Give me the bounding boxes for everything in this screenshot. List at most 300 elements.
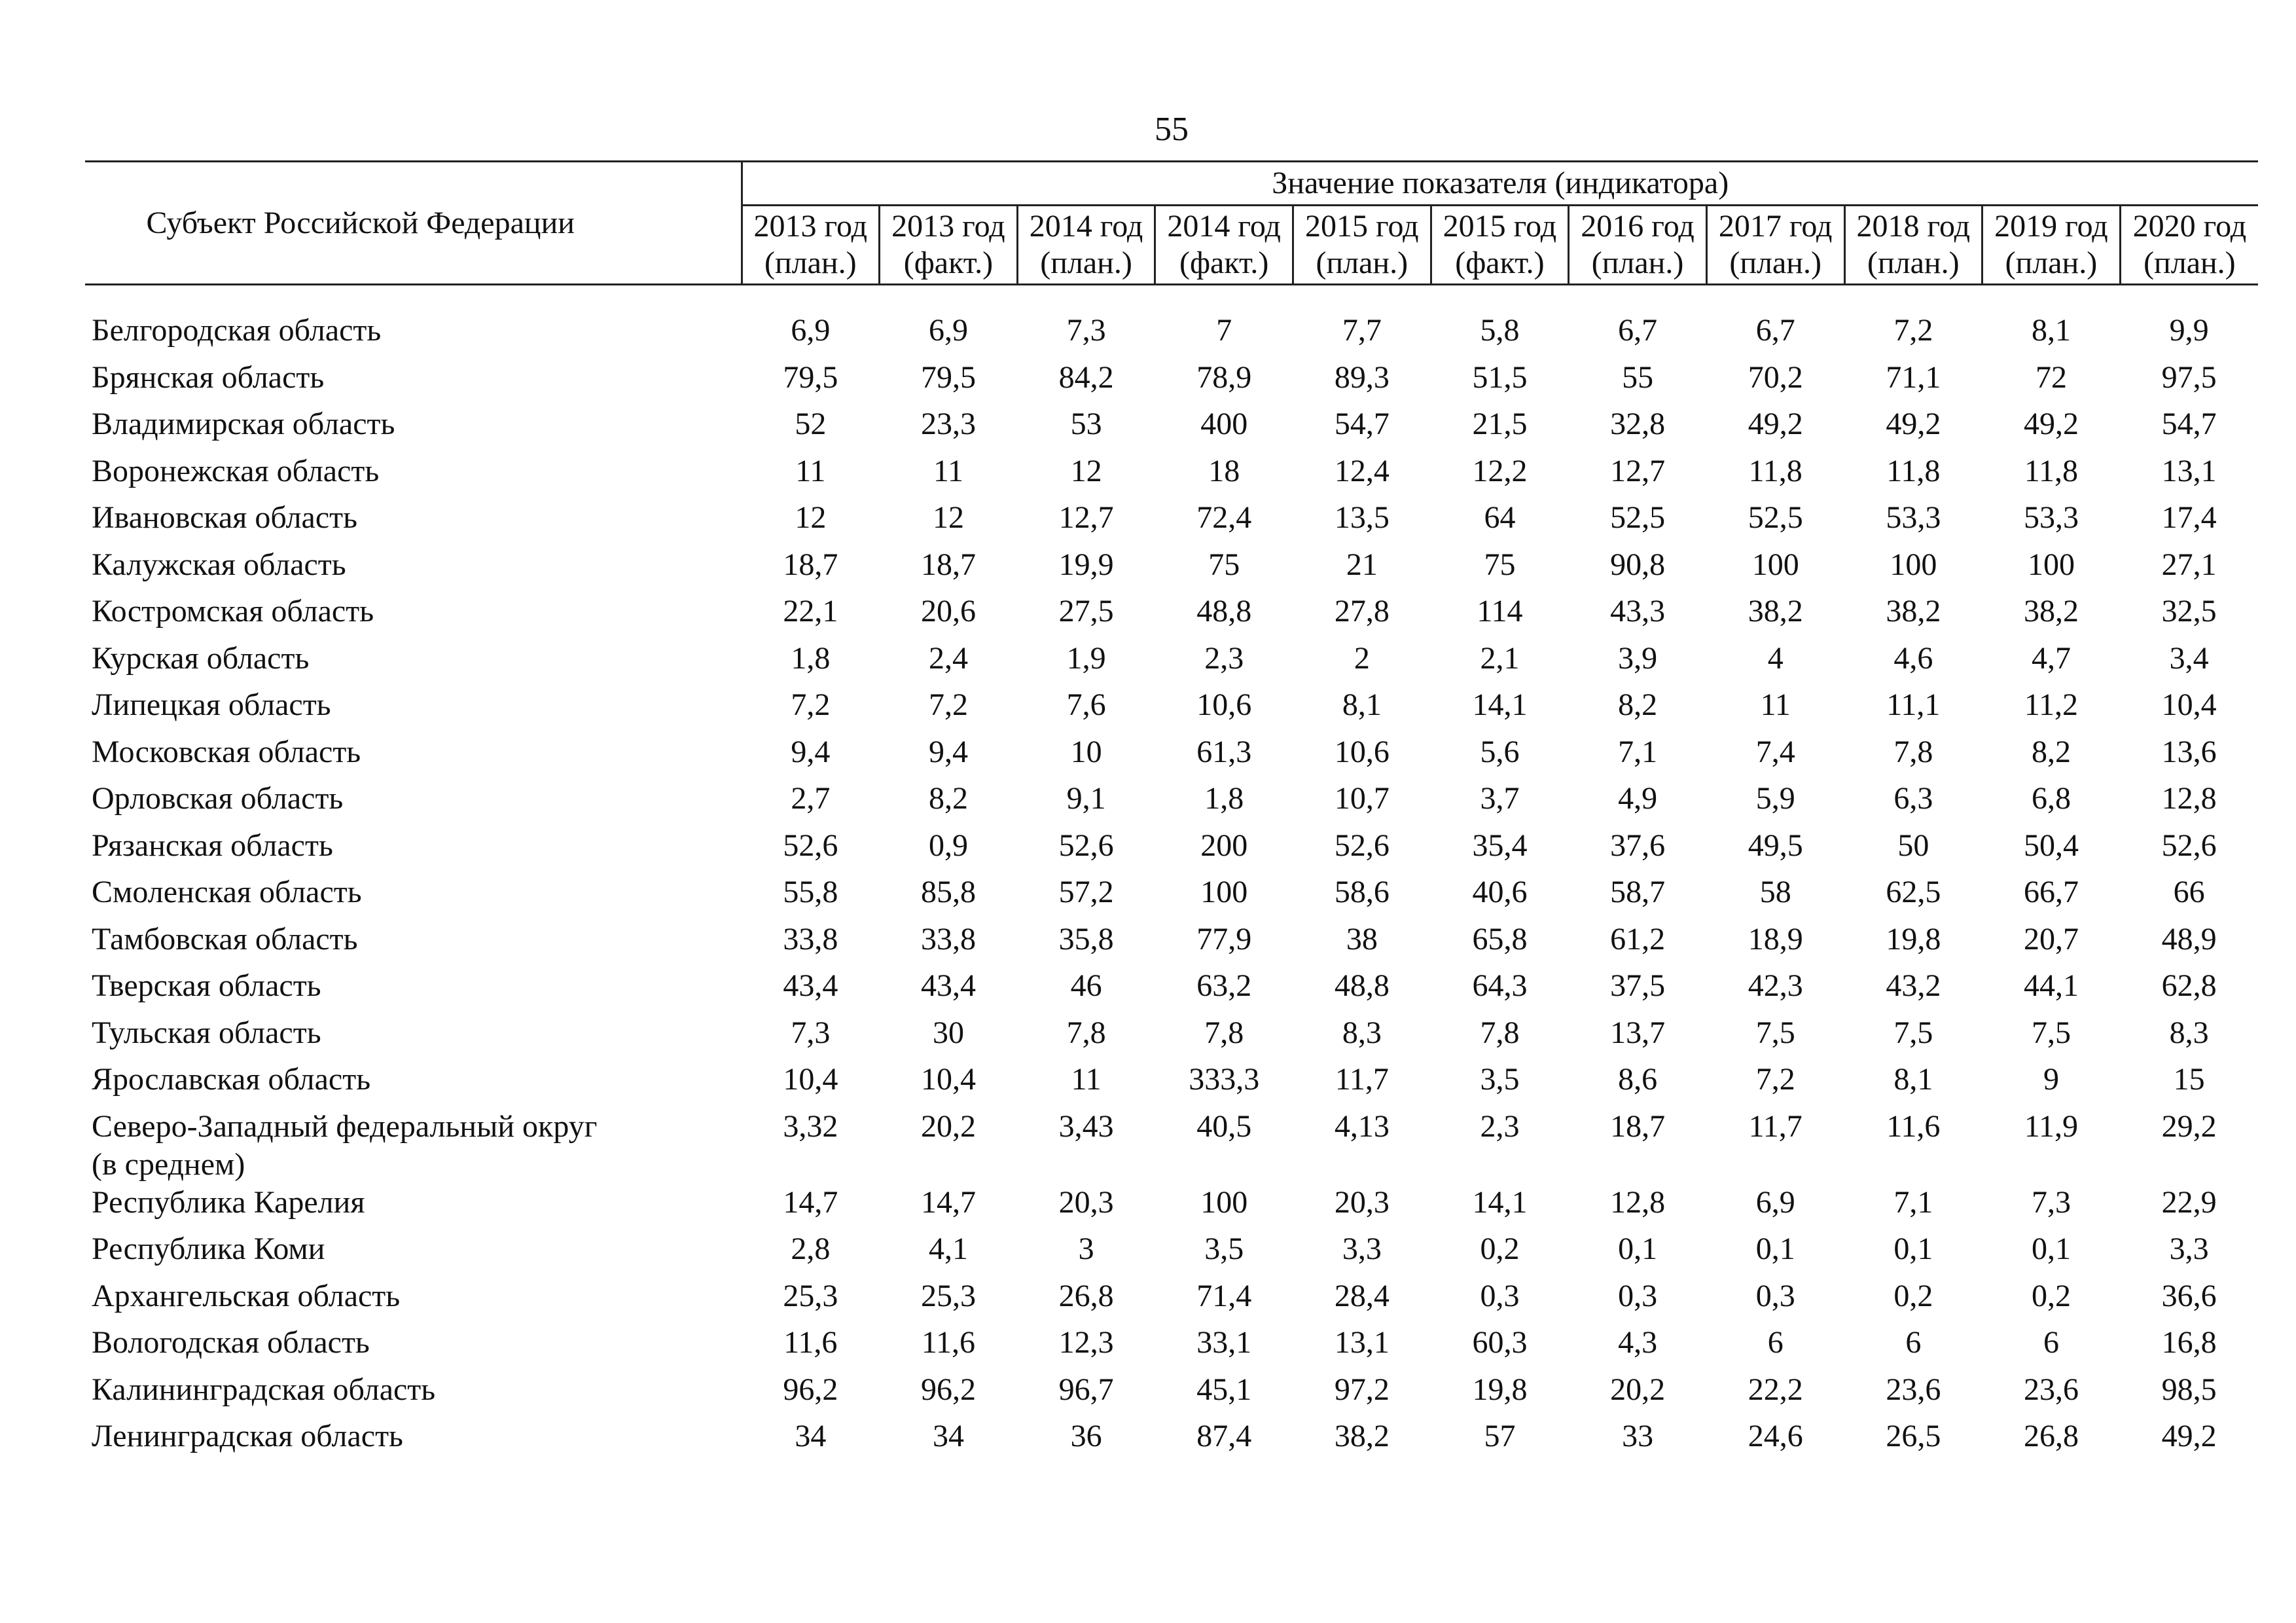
value-cell: 3,3	[2169, 1231, 2209, 1266]
value-cell: 84,2	[1058, 359, 1114, 395]
value-cell: 7	[1216, 313, 1232, 348]
value-cell: 62,8	[2161, 968, 2217, 1003]
value-cell: 89,3	[1334, 359, 1390, 395]
year-column-header	[1293, 206, 1431, 285]
value-cell: 77,9	[1196, 921, 1252, 957]
value-cell: 33,8	[783, 921, 838, 957]
value-cell: 14,1	[1472, 1184, 1528, 1220]
value-cell: 6,9	[791, 313, 831, 348]
value-cell: 0,2	[1480, 1231, 1520, 1266]
subject-cell	[85, 1417, 742, 1465]
value-cell: 7,5	[2031, 1015, 2071, 1050]
value-cell: 37,5	[1610, 968, 1666, 1003]
value-cell: 100	[1751, 547, 1799, 582]
year-column-header	[1155, 206, 1293, 285]
table-row	[85, 780, 2258, 827]
value-cell: 3	[1078, 1231, 1094, 1266]
value-cell: 61,3	[1196, 734, 1252, 769]
column-year-label: 2015 год	[1305, 209, 1419, 244]
subject-name: Вологодская область	[92, 1325, 370, 1360]
value-cell: 11	[933, 453, 964, 488]
value-cell: 87,4	[1196, 1419, 1252, 1453]
value-cell: 34	[795, 1419, 827, 1453]
value-cell: 60,3	[1472, 1325, 1528, 1360]
value-cell: 11	[795, 453, 826, 488]
value-cell: 1,8	[1204, 781, 1244, 816]
value-cell: 12	[795, 500, 827, 535]
value-cell: 20,3	[1058, 1184, 1114, 1220]
subject-cell	[85, 1277, 742, 1324]
value-cell: 6,9	[1755, 1184, 1795, 1220]
value-cell: 66,7	[2023, 875, 2079, 909]
value-cell: 42,3	[1748, 968, 1803, 1003]
value-cell: 8,2	[2031, 734, 2071, 769]
value-cell: 10,7	[1334, 781, 1390, 816]
column-kind-label: (план.)	[1867, 246, 1960, 280]
value-cell: 3,3	[1342, 1231, 1382, 1266]
value-cell: 43,4	[783, 968, 838, 1003]
value-cell: 10,6	[1196, 687, 1252, 722]
value-cell: 19,8	[1886, 921, 1941, 957]
value-cell: 6	[2043, 1325, 2059, 1360]
value-cell: 6,3	[1893, 781, 1933, 816]
value-cell: 13,5	[1334, 500, 1390, 535]
value-cell: 7,4	[1755, 734, 1795, 769]
subject-cell	[85, 780, 742, 827]
value-cell: 43,4	[920, 968, 976, 1003]
value-cell: 11	[1071, 1062, 1102, 1097]
value-cell: 38,2	[2023, 594, 2079, 629]
value-cell: 18,7	[1610, 1108, 1666, 1144]
value-cell: 52,6	[2161, 828, 2217, 863]
value-cell: 79,5	[783, 359, 838, 395]
value-cell: 7,3	[791, 1015, 831, 1050]
value-cell: 0,9	[928, 828, 968, 863]
value-cell: 33,1	[1196, 1325, 1252, 1360]
year-column-header	[1982, 206, 2121, 285]
value-cell: 22,1	[783, 594, 838, 629]
subject-name: Республика Карелия	[92, 1184, 365, 1220]
value-cell: 10,4	[783, 1062, 838, 1097]
value-cell: 71,1	[1886, 359, 1941, 395]
value-cell: 35,8	[1058, 921, 1114, 957]
value-cell: 52	[795, 407, 827, 441]
value-cell: 25,3	[783, 1278, 838, 1313]
value-cell: 33,8	[920, 921, 976, 957]
subject-cell	[85, 921, 742, 968]
value-cell: 4	[1767, 640, 1784, 676]
value-cell: 16,8	[2161, 1325, 2217, 1360]
value-cell: 72,4	[1196, 500, 1252, 535]
value-cell: 45,1	[1196, 1372, 1252, 1407]
value-cell: 6,8	[2031, 781, 2071, 816]
subject-name: Архангельская область	[92, 1278, 401, 1313]
value-cell: 21	[1346, 547, 1378, 582]
value-cell: 21,5	[1472, 407, 1528, 441]
subject-cell	[85, 1014, 742, 1061]
value-cell: 14,7	[783, 1184, 838, 1220]
value-cell: 55	[1622, 359, 1654, 395]
column-kind-label: (факт.)	[903, 246, 994, 280]
value-cell: 52,5	[1748, 500, 1803, 535]
value-cell: 8,2	[1618, 687, 1658, 722]
value-cell: 7,8	[1480, 1015, 1520, 1050]
value-cell: 8,6	[1618, 1062, 1658, 1097]
column-year-label: 2013 год	[753, 209, 868, 244]
table-row	[85, 640, 2258, 687]
value-cell: 51,5	[1472, 359, 1528, 395]
value-cell: 7,2	[1893, 313, 1933, 348]
value-cell: 8,3	[1342, 1015, 1382, 1050]
value-cell: 27,5	[1058, 594, 1114, 629]
column-year-label: 2016 год	[1581, 209, 1695, 244]
value-cell: 9,1	[1066, 781, 1106, 816]
year-column-header	[1706, 206, 1844, 285]
value-cell: 32,5	[2161, 594, 2217, 629]
value-cell: 8,2	[928, 781, 968, 816]
value-cell: 12,3	[1058, 1325, 1114, 1360]
column-kind-label: (план.)	[1729, 246, 1821, 280]
value-cell: 14,1	[1472, 687, 1528, 722]
value-cell: 3,5	[1480, 1062, 1520, 1097]
subject-cell	[85, 967, 742, 1014]
value-cell: 333,3	[1189, 1062, 1260, 1097]
value-cell: 13,1	[1334, 1325, 1390, 1360]
indicator-group-header: Значение показателя (индикатора)	[742, 162, 2258, 206]
value-cell: 8,1	[1342, 687, 1382, 722]
value-cell: 54,7	[2161, 407, 2217, 441]
value-cell: 23,6	[2023, 1372, 2079, 1407]
column-year-label: 2020 год	[2132, 209, 2247, 244]
value-cell: 100	[1200, 1184, 1248, 1220]
value-cell: 11,9	[2024, 1108, 2079, 1144]
value-cell: 58,6	[1334, 875, 1390, 909]
table-row	[85, 921, 2258, 968]
value-cell: 0,1	[2031, 1231, 2071, 1266]
value-cell: 62,5	[1886, 875, 1941, 909]
value-cell: 18	[1208, 453, 1240, 488]
value-cell: 43,2	[1886, 968, 1941, 1003]
value-cell: 15	[2173, 1062, 2205, 1097]
value-cell: 10,4	[920, 1062, 976, 1097]
value-cell: 11,6	[921, 1325, 976, 1360]
subject-cell	[85, 1371, 742, 1418]
value-cell: 53,3	[2023, 500, 2079, 535]
value-cell: 3,5	[1204, 1231, 1244, 1266]
subject-cell	[85, 546, 742, 593]
value-cell: 9	[2043, 1062, 2059, 1097]
value-cell: 22,2	[1748, 1372, 1803, 1407]
value-cell: 23,6	[1886, 1372, 1941, 1407]
value-cell: 50,4	[2023, 828, 2079, 863]
table-row	[85, 546, 2258, 593]
value-cell: 96,2	[920, 1372, 976, 1407]
subject-cell	[85, 1108, 742, 1184]
subject-name: Костромская область	[92, 594, 374, 629]
subject-cell	[85, 873, 742, 921]
value-cell: 6	[1767, 1325, 1784, 1360]
value-cell: 11,1	[1886, 687, 1941, 722]
subject-name: Смоленская область	[92, 875, 362, 909]
column-kind-label: (факт.)	[1179, 246, 1269, 280]
value-cell: 3,32	[783, 1108, 838, 1144]
value-cell: 20,2	[1610, 1372, 1666, 1407]
value-cell: 38,2	[1748, 594, 1803, 629]
value-cell: 7,3	[2031, 1184, 2071, 1220]
subject-cell	[85, 733, 742, 780]
subject-cell	[85, 405, 742, 452]
subject-cell	[85, 640, 742, 687]
value-cell: 11,6	[783, 1325, 838, 1360]
value-cell: 2,3	[1204, 640, 1244, 676]
indicator-table	[85, 160, 2258, 1465]
value-cell: 14,7	[920, 1184, 976, 1220]
subject-cell	[85, 827, 742, 874]
year-column-header	[1431, 206, 1569, 285]
column-kind-label: (факт.)	[1455, 246, 1545, 280]
value-cell: 2,7	[791, 781, 831, 816]
subject-name: Республика Коми	[92, 1231, 325, 1266]
value-cell: 11,8	[1886, 453, 1941, 488]
subject-name: Воронежская область	[92, 453, 380, 488]
column-kind-label: (план.)	[2005, 246, 2098, 280]
value-cell: 2,4	[928, 640, 968, 676]
value-cell: 8,1	[2031, 313, 2071, 348]
value-cell: 20,2	[920, 1108, 976, 1144]
table-row	[85, 733, 2258, 780]
value-cell: 36	[1070, 1419, 1102, 1453]
table-header	[85, 162, 2258, 285]
value-cell: 49,2	[2161, 1419, 2217, 1453]
subject-cell	[85, 359, 742, 406]
year-column-header	[2120, 206, 2258, 285]
value-cell: 4,3	[1618, 1325, 1658, 1360]
value-cell: 17,4	[2161, 500, 2217, 535]
column-year-label: 2017 год	[1718, 209, 1833, 244]
value-cell: 90,8	[1610, 547, 1666, 582]
value-cell: 12	[1070, 453, 1102, 488]
value-cell: 46	[1070, 968, 1102, 1003]
value-cell: 0,3	[1755, 1278, 1795, 1313]
subject-column-header: Субъект Российской Федерации	[85, 162, 742, 285]
value-cell: 52,6	[1058, 828, 1114, 863]
value-cell: 0,3	[1618, 1278, 1658, 1313]
value-cell: 96,2	[783, 1372, 838, 1407]
column-kind-label: (план.)	[1040, 246, 1132, 280]
column-year-label: 2018 год	[1856, 209, 1971, 244]
value-cell: 11,8	[2024, 453, 2079, 488]
value-cell: 100	[1890, 547, 1937, 582]
value-cell: 65,8	[1472, 921, 1528, 957]
value-cell: 3,7	[1480, 781, 1520, 816]
column-year-label: 2013 год	[891, 209, 1005, 244]
value-cell: 7,2	[1755, 1062, 1795, 1097]
value-cell: 36,6	[2161, 1278, 2217, 1313]
value-cell: 10	[1070, 734, 1102, 769]
table-row	[85, 827, 2258, 874]
value-cell: 13,1	[2161, 453, 2217, 488]
value-cell: 49,5	[1748, 828, 1803, 863]
value-cell: 27,8	[1334, 594, 1390, 629]
value-cell: 5,8	[1480, 313, 1520, 348]
value-cell: 0,1	[1755, 1231, 1795, 1266]
subject-name: Ярославская область	[92, 1062, 371, 1097]
value-cell: 4,6	[1893, 640, 1933, 676]
value-cell: 12,4	[1334, 453, 1390, 488]
value-cell: 5,6	[1480, 734, 1520, 769]
table-row	[85, 1108, 2258, 1184]
value-cell: 7,2	[791, 687, 831, 722]
value-cell: 8,3	[2169, 1015, 2209, 1050]
subject-name: Тамбовская область	[92, 921, 358, 957]
value-cell: 85,8	[920, 875, 976, 909]
table-body	[85, 285, 2258, 1465]
value-cell: 18,7	[783, 547, 838, 582]
table-row	[85, 1014, 2258, 1061]
table-row	[85, 967, 2258, 1014]
value-cell: 20,3	[1334, 1184, 1390, 1220]
value-cell: 0,2	[1893, 1278, 1933, 1313]
table-row	[85, 405, 2258, 452]
value-cell: 78,9	[1196, 359, 1252, 395]
value-cell: 53,3	[1886, 500, 1941, 535]
value-cell: 2	[1354, 640, 1370, 676]
value-cell: 12	[932, 500, 964, 535]
value-cell: 48,9	[2161, 921, 2217, 957]
value-cell: 6,7	[1755, 313, 1795, 348]
value-cell: 1,9	[1066, 640, 1106, 676]
value-cell: 20,6	[920, 594, 976, 629]
value-cell: 3,4	[2169, 640, 2209, 676]
table-row	[85, 873, 2258, 921]
table-row	[85, 285, 2258, 359]
value-cell: 52,6	[1334, 828, 1390, 863]
value-cell: 75	[1208, 547, 1240, 582]
value-cell: 4,7	[2031, 640, 2071, 676]
value-cell: 40,6	[1472, 875, 1528, 909]
value-cell: 27,1	[2161, 547, 2217, 582]
value-cell: 11,7	[1748, 1108, 1803, 1144]
value-cell: 1,8	[791, 640, 831, 676]
value-cell: 58,7	[1610, 875, 1666, 909]
value-cell: 7,1	[1893, 1184, 1933, 1220]
value-cell: 22,9	[2161, 1184, 2217, 1220]
subject-name: Брянская область	[92, 359, 325, 395]
value-cell: 97,5	[2161, 359, 2217, 395]
value-cell: 57	[1484, 1419, 1516, 1453]
subject-name: Липецкая область	[92, 687, 331, 722]
value-cell: 13,6	[2161, 734, 2217, 769]
subject-name: Калининградская область	[92, 1372, 436, 1407]
value-cell: 7,2	[928, 687, 968, 722]
subject-name: Курская область	[92, 640, 310, 676]
value-cell: 29,2	[2161, 1108, 2217, 1144]
subject-cell	[85, 285, 742, 359]
value-cell: 49,2	[1748, 407, 1803, 441]
value-cell: 114	[1477, 594, 1523, 629]
table-row	[85, 452, 2258, 500]
value-cell: 7,8	[1893, 734, 1933, 769]
value-cell: 26,8	[1058, 1278, 1114, 1313]
value-cell: 7,8	[1066, 1015, 1106, 1050]
column-year-label: 2015 год	[1443, 209, 1557, 244]
page-number: 55	[1155, 111, 1189, 148]
subject-name: (в среднем)	[92, 1146, 245, 1182]
value-cell: 44,1	[2023, 968, 2079, 1003]
value-cell: 66	[2173, 875, 2205, 909]
value-cell: 40,5	[1196, 1108, 1252, 1144]
value-cell: 9,4	[928, 734, 968, 769]
value-cell: 52,6	[783, 828, 838, 863]
value-cell: 7,3	[1066, 313, 1106, 348]
table-row	[85, 1061, 2258, 1108]
subject-name: Северо-Западный федеральный округ	[92, 1108, 598, 1144]
value-cell: 35,4	[1472, 828, 1528, 863]
value-cell: 49,2	[1886, 407, 1941, 441]
value-cell: 100	[1200, 875, 1248, 909]
indicator-table-container	[85, 160, 2258, 1465]
value-cell: 54,7	[1334, 407, 1390, 441]
value-cell: 63,2	[1196, 968, 1252, 1003]
value-cell: 38,2	[1886, 594, 1941, 629]
value-cell: 7,5	[1893, 1015, 1933, 1050]
subject-name: Орловская область	[92, 781, 344, 816]
subject-name: Тульская область	[92, 1015, 321, 1050]
value-cell: 24,6	[1748, 1419, 1803, 1453]
value-cell: 20,7	[2023, 921, 2079, 957]
subject-name: Владимирская область	[92, 407, 395, 441]
column-year-label: 2019 год	[1994, 209, 2108, 244]
table-row	[85, 1324, 2258, 1371]
table-row	[85, 593, 2258, 640]
value-cell: 12,8	[2161, 781, 2217, 816]
value-cell: 0,1	[1618, 1231, 1658, 1266]
value-cell: 96,7	[1058, 1372, 1114, 1407]
value-cell: 64,3	[1472, 968, 1528, 1003]
value-cell: 11,6	[1886, 1108, 1941, 1144]
subject-name: Тверская область	[92, 968, 321, 1003]
value-cell: 70,2	[1748, 359, 1803, 395]
value-cell: 97,2	[1334, 1372, 1390, 1407]
table-row	[85, 686, 2258, 733]
column-kind-label: (план.)	[764, 246, 857, 280]
table-row	[85, 1184, 2258, 1231]
value-cell: 12,7	[1610, 453, 1666, 488]
column-kind-label: (план.)	[1591, 246, 1684, 280]
value-cell: 30	[932, 1015, 964, 1050]
column-year-label: 2014 год	[1167, 209, 1281, 244]
value-cell: 0,3	[1480, 1278, 1520, 1313]
table-row	[85, 1230, 2258, 1277]
value-cell: 4,9	[1618, 781, 1658, 816]
value-cell: 4,13	[1334, 1108, 1390, 1144]
value-cell: 71,4	[1196, 1278, 1252, 1313]
year-column-header	[880, 206, 1018, 285]
value-cell: 12,7	[1058, 500, 1114, 535]
table-row	[85, 359, 2258, 406]
value-cell: 49,2	[2023, 407, 2079, 441]
value-cell: 43,3	[1610, 594, 1666, 629]
value-cell: 38	[1346, 921, 1378, 957]
year-column-header	[742, 206, 880, 285]
value-cell: 6	[1905, 1325, 1922, 1360]
value-cell: 48,8	[1334, 968, 1390, 1003]
subject-name: Рязанская область	[92, 828, 333, 863]
value-cell: 55,8	[783, 875, 838, 909]
value-cell: 10,6	[1334, 734, 1390, 769]
subject-name: Калужская область	[92, 547, 346, 582]
value-cell: 3,43	[1058, 1108, 1114, 1144]
